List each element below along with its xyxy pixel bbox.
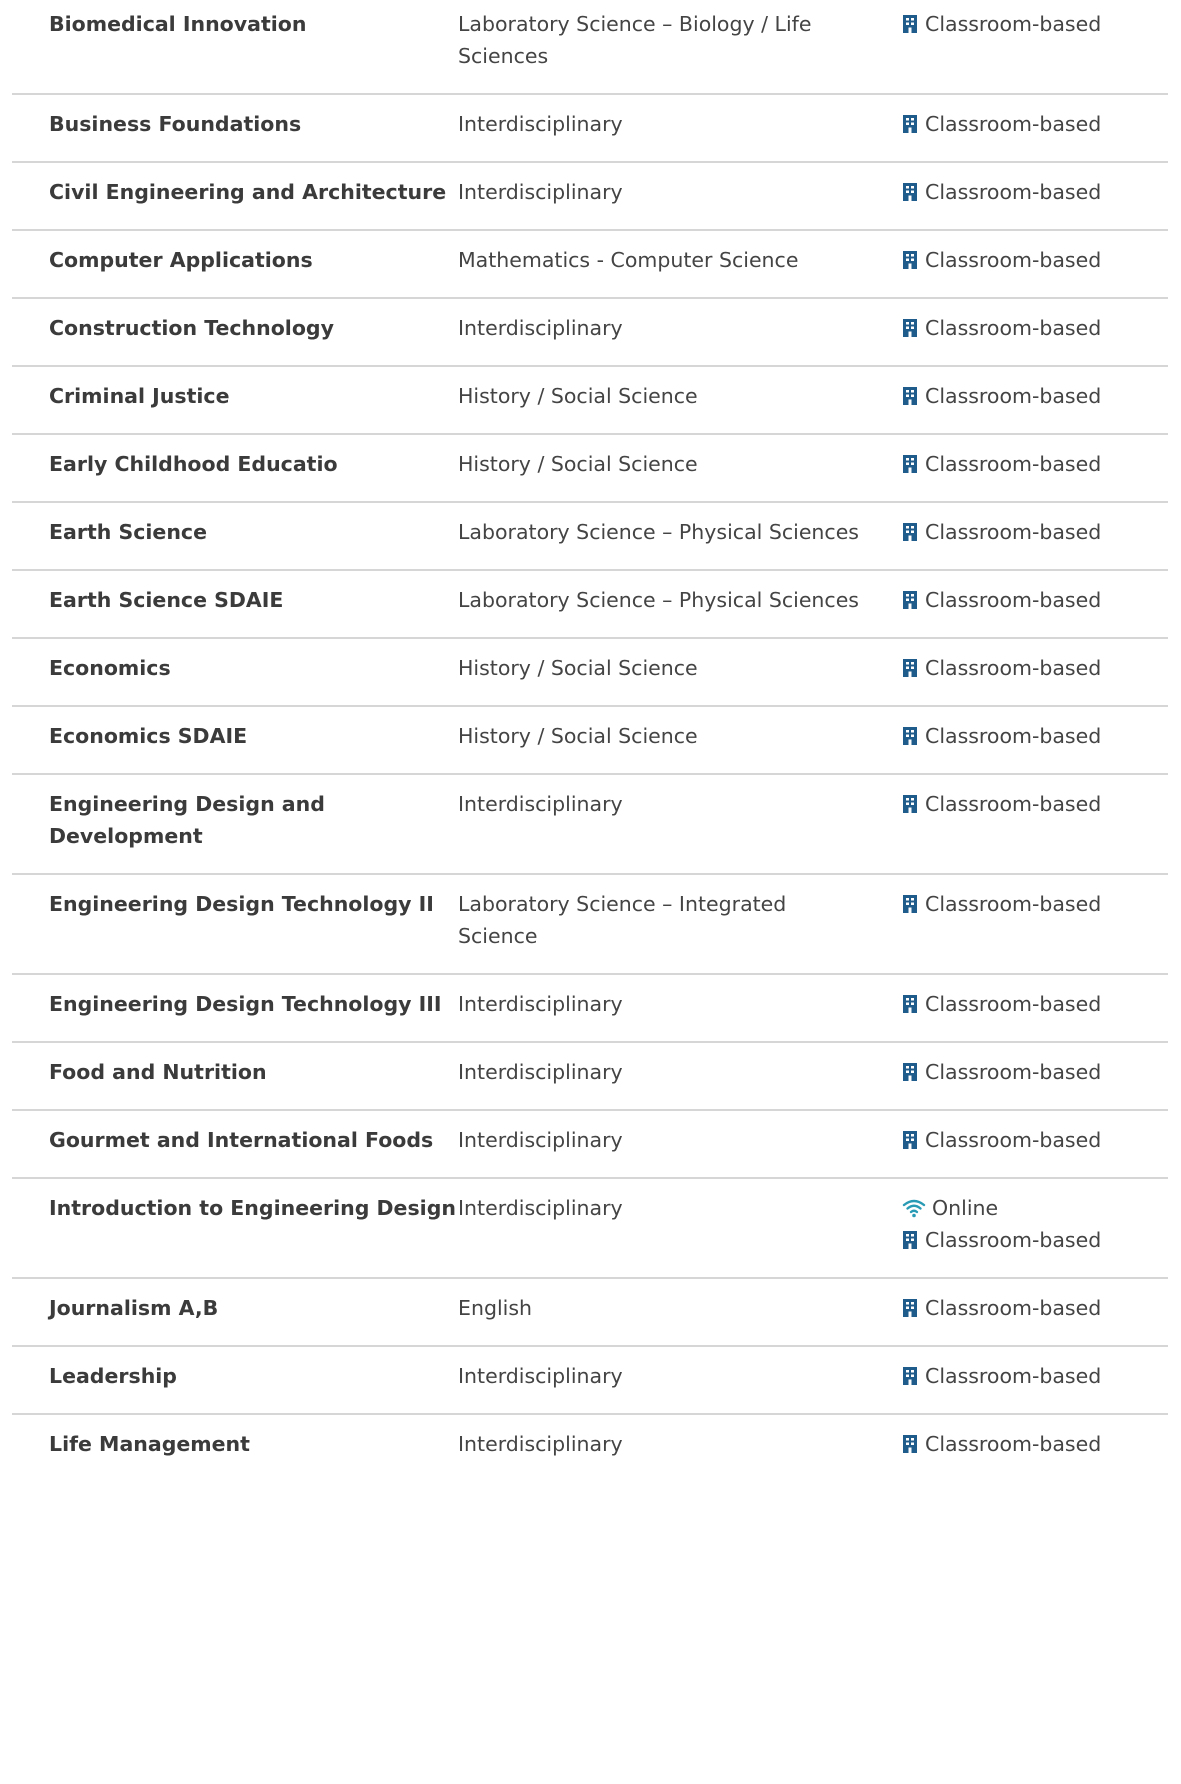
course-format bbox=[902, 1192, 1168, 1256]
table-row bbox=[12, 0, 1168, 95]
format-classroom bbox=[902, 380, 1168, 412]
building-icon bbox=[902, 114, 918, 134]
format-classroom-label: Classroom-based bbox=[925, 656, 1102, 680]
format-classroom-label: Classroom-based bbox=[925, 1364, 1102, 1388]
course-name[interactable]: Gourmet and International Foods bbox=[49, 1128, 434, 1152]
building-icon bbox=[902, 454, 918, 474]
building-icon bbox=[902, 894, 918, 914]
table-row bbox=[12, 435, 1168, 503]
format-classroom-label: Classroom-based bbox=[925, 1128, 1102, 1152]
format-classroom bbox=[902, 652, 1168, 684]
course-format bbox=[902, 788, 1168, 820]
table-row bbox=[12, 1279, 1168, 1347]
course-format bbox=[902, 108, 1168, 140]
format-classroom-label: Classroom-based bbox=[925, 992, 1102, 1016]
table-row bbox=[12, 1179, 1168, 1279]
course-subject: Interdisciplinary bbox=[458, 112, 623, 136]
course-subject: Interdisciplinary bbox=[458, 992, 623, 1016]
course-subject: Interdisciplinary bbox=[458, 1128, 623, 1152]
building-icon bbox=[902, 1130, 918, 1150]
format-classroom-label: Classroom-based bbox=[925, 792, 1102, 816]
course-name[interactable]: Early Childhood Educatio bbox=[49, 452, 338, 476]
course-name[interactable]: Engineering Design Technology III bbox=[49, 992, 442, 1016]
format-classroom bbox=[902, 788, 1168, 820]
course-format bbox=[902, 1056, 1168, 1088]
course-format bbox=[902, 1360, 1168, 1392]
course-name[interactable]: Journalism A,B bbox=[49, 1296, 219, 1320]
table-row bbox=[12, 707, 1168, 775]
table-row bbox=[12, 163, 1168, 231]
building-icon bbox=[902, 1230, 918, 1250]
course-subject: Interdisciplinary bbox=[458, 1432, 623, 1456]
course-format bbox=[902, 380, 1168, 412]
table-row bbox=[12, 775, 1168, 875]
format-classroom bbox=[902, 1056, 1168, 1088]
table-row bbox=[12, 1415, 1168, 1481]
format-classroom bbox=[902, 312, 1168, 344]
format-classroom-label: Classroom-based bbox=[925, 180, 1102, 204]
building-icon bbox=[902, 1434, 918, 1454]
format-classroom-label: Classroom-based bbox=[925, 316, 1102, 340]
building-icon bbox=[902, 658, 918, 678]
format-classroom-label: Classroom-based bbox=[925, 1060, 1102, 1084]
course-subject: English bbox=[458, 1296, 533, 1320]
course-name[interactable]: Economics SDAIE bbox=[49, 724, 248, 748]
table-row bbox=[12, 639, 1168, 707]
course-table bbox=[12, 0, 1168, 1481]
course-subject: Mathematics - Computer Science bbox=[458, 248, 799, 272]
building-icon bbox=[902, 522, 918, 542]
table-row bbox=[12, 299, 1168, 367]
course-format bbox=[902, 8, 1168, 40]
course-name[interactable]: Earth Science bbox=[49, 520, 207, 544]
building-icon bbox=[902, 994, 918, 1014]
course-name[interactable]: Criminal Justice bbox=[49, 384, 230, 408]
course-name[interactable]: Engineering Design and Development bbox=[49, 792, 325, 848]
format-classroom-label: Classroom-based bbox=[925, 112, 1102, 136]
format-classroom bbox=[902, 176, 1168, 208]
table-row bbox=[12, 875, 1168, 975]
format-classroom bbox=[902, 108, 1168, 140]
table-row bbox=[12, 1347, 1168, 1415]
course-format bbox=[902, 448, 1168, 480]
course-subject: History / Social Science bbox=[458, 452, 698, 476]
course-subject: History / Social Science bbox=[458, 656, 698, 680]
course-format bbox=[902, 1124, 1168, 1156]
building-icon bbox=[902, 794, 918, 814]
course-name[interactable]: Leadership bbox=[49, 1364, 177, 1388]
table-row bbox=[12, 503, 1168, 571]
course-name[interactable]: Civil Engineering and Architecture bbox=[49, 180, 447, 204]
course-subject: Interdisciplinary bbox=[458, 180, 623, 204]
building-icon bbox=[902, 1298, 918, 1318]
format-classroom bbox=[902, 244, 1168, 276]
format-classroom-label: Classroom-based bbox=[925, 588, 1102, 612]
building-icon bbox=[902, 386, 918, 406]
table-row bbox=[12, 975, 1168, 1043]
table-row bbox=[12, 95, 1168, 163]
course-subject: Interdisciplinary bbox=[458, 316, 623, 340]
course-subject: Interdisciplinary bbox=[458, 1196, 623, 1220]
course-format bbox=[902, 720, 1168, 752]
building-icon bbox=[902, 1062, 918, 1082]
course-format bbox=[902, 176, 1168, 208]
wifi-icon bbox=[902, 1198, 926, 1218]
table-row bbox=[12, 1111, 1168, 1179]
course-name[interactable]: Life Management bbox=[49, 1432, 250, 1456]
format-online-label: Online bbox=[932, 1196, 999, 1220]
course-subject: Laboratory Science – Integrated Science bbox=[458, 892, 787, 948]
format-classroom-label: Classroom-based bbox=[925, 452, 1102, 476]
course-subject: History / Social Science bbox=[458, 724, 698, 748]
course-format bbox=[902, 1292, 1168, 1324]
format-classroom-label: Classroom-based bbox=[925, 248, 1102, 272]
format-classroom bbox=[902, 1292, 1168, 1324]
course-name[interactable]: Introduction to Engineering Design bbox=[49, 1196, 456, 1220]
format-classroom-label: Classroom-based bbox=[925, 1228, 1102, 1252]
building-icon bbox=[902, 726, 918, 746]
format-classroom bbox=[902, 720, 1168, 752]
format-classroom bbox=[902, 988, 1168, 1020]
course-format bbox=[902, 312, 1168, 344]
format-classroom bbox=[902, 8, 1168, 40]
table-row bbox=[12, 1043, 1168, 1111]
course-format bbox=[902, 516, 1168, 548]
course-name[interactable]: Computer Applications bbox=[49, 248, 313, 272]
format-classroom bbox=[902, 448, 1168, 480]
course-subject: Laboratory Science – Physical Sciences bbox=[458, 588, 859, 612]
format-classroom-label: Classroom-based bbox=[925, 892, 1102, 916]
course-format bbox=[902, 988, 1168, 1020]
course-name[interactable]: Engineering Design Technology II bbox=[49, 892, 434, 916]
format-classroom bbox=[902, 888, 1168, 920]
course-format bbox=[902, 1428, 1168, 1460]
format-classroom-label: Classroom-based bbox=[925, 1432, 1102, 1456]
format-online bbox=[902, 1192, 1168, 1224]
format-classroom-label: Classroom-based bbox=[925, 520, 1102, 544]
course-name[interactable]: Biomedical Innovation bbox=[49, 12, 307, 36]
format-classroom bbox=[902, 516, 1168, 548]
building-icon bbox=[902, 1366, 918, 1386]
course-subject: History / Social Science bbox=[458, 384, 698, 408]
format-classroom-label: Classroom-based bbox=[925, 12, 1102, 36]
building-icon bbox=[902, 318, 918, 338]
table-row bbox=[12, 571, 1168, 639]
table-row bbox=[12, 231, 1168, 299]
course-format bbox=[902, 584, 1168, 616]
course-subject: Laboratory Science – Biology / Life Sciences bbox=[458, 12, 812, 68]
format-classroom-label: Classroom-based bbox=[925, 384, 1102, 408]
course-subject: Interdisciplinary bbox=[458, 792, 623, 816]
course-name[interactable]: Business Foundations bbox=[49, 112, 302, 136]
course-format bbox=[902, 244, 1168, 276]
format-classroom-label: Classroom-based bbox=[925, 1296, 1102, 1320]
course-name[interactable]: Construction Technology bbox=[49, 316, 334, 340]
format-classroom bbox=[902, 1224, 1168, 1256]
format-classroom-label: Classroom-based bbox=[925, 724, 1102, 748]
course-format bbox=[902, 888, 1168, 920]
course-name[interactable]: Economics bbox=[49, 656, 171, 680]
course-format bbox=[902, 652, 1168, 684]
course-subject: Interdisciplinary bbox=[458, 1364, 623, 1388]
building-icon bbox=[902, 250, 918, 270]
course-name[interactable]: Earth Science SDAIE bbox=[49, 588, 284, 612]
building-icon bbox=[902, 14, 918, 34]
course-name[interactable]: Food and Nutrition bbox=[49, 1060, 267, 1084]
format-classroom bbox=[902, 1428, 1168, 1460]
course-subject: Interdisciplinary bbox=[458, 1060, 623, 1084]
table-row bbox=[12, 367, 1168, 435]
course-subject: Laboratory Science – Physical Sciences bbox=[458, 520, 859, 544]
format-classroom bbox=[902, 584, 1168, 616]
building-icon bbox=[902, 590, 918, 610]
format-classroom bbox=[902, 1124, 1168, 1156]
building-icon bbox=[902, 182, 918, 202]
format-classroom bbox=[902, 1360, 1168, 1392]
